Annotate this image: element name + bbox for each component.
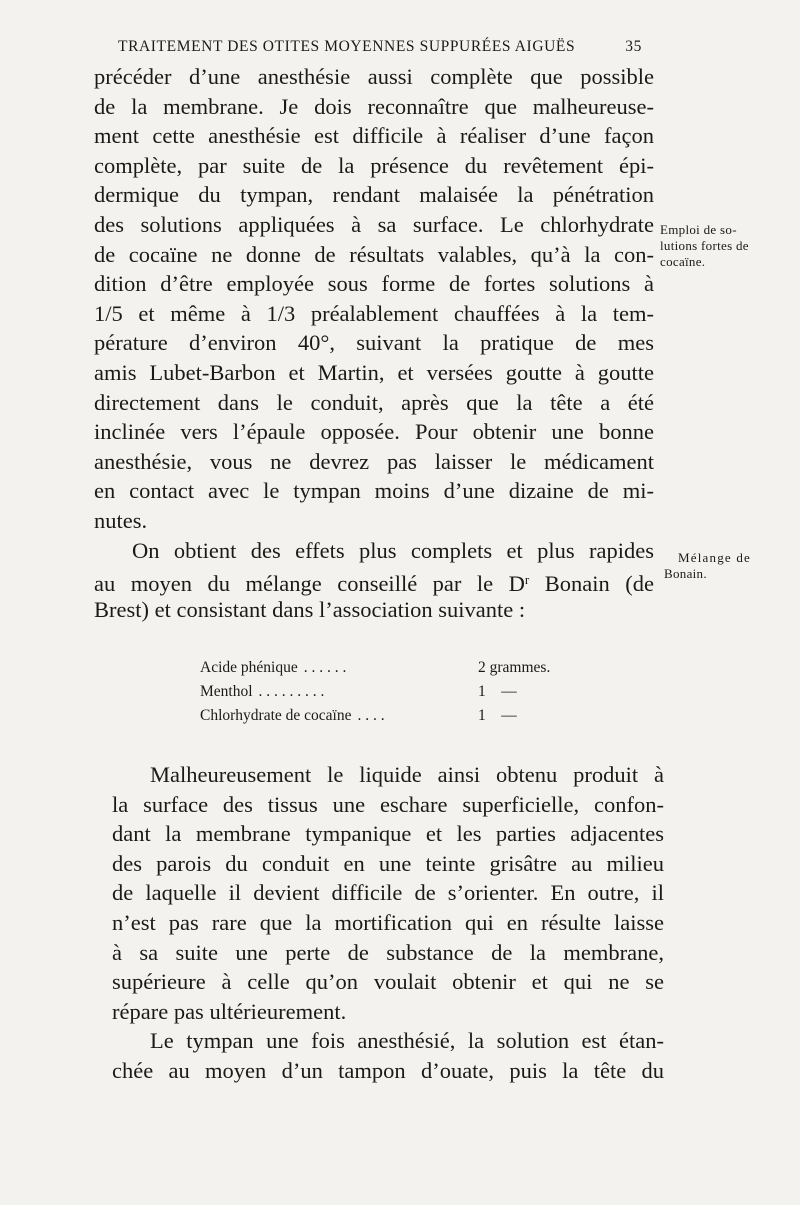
formula-row: [200, 680, 620, 704]
running-title: TRAITEMENT DES OTITES MOYENNES SUPPURÉES AIGUËS: [118, 38, 576, 55]
text-line: de la membrane. Je dois reconnaître que malheureuse-: [94, 93, 654, 119]
text-line: de cocaïne ne donne de résultats valables, qu’à la con-: [94, 241, 654, 267]
text-line: On obtient des effets plus complets et plus rapides: [132, 537, 654, 563]
ingredient-name: Chlorhydrate de cocaïne . . . .: [200, 707, 385, 724]
ingredient-name: Acide phénique . . . . . .: [200, 659, 347, 676]
text-line: n’est pas rare que la mortification qui en résulte laisse: [112, 909, 664, 935]
margin-note-line: cocaïne.: [660, 254, 706, 269]
text-line: supérieure à celle qu’on voulait obtenir et qui ne se: [112, 969, 664, 995]
running-head: [118, 38, 642, 56]
superscript: r: [524, 572, 530, 588]
text-line: Malheureusement le liquide ainsi obtenu produit à: [150, 762, 664, 787]
text-line: anesthésie, vous ne devrez pas laisser le médicament: [94, 448, 654, 474]
margin-note-line: lutions fortes de: [660, 238, 749, 253]
formula-row: [200, 704, 620, 728]
text-line: à sa suite une perte de substance de la membrane,: [112, 939, 664, 965]
text-line-with-superscript: [94, 565, 654, 595]
text-line: 1/5 et même à 1/3 préalablement chauffées à la tem-: [94, 300, 654, 326]
text-line: complète, par suite de la présence du revêtement épi-: [94, 152, 654, 178]
text-line: Brest) et consistant dans l’association suivante :: [94, 596, 526, 622]
leader-dots: . . . .: [357, 707, 385, 724]
formula-table: [200, 656, 620, 728]
text-line: Le tympan une fois anesthésié, la solution est étan-: [150, 1028, 664, 1054]
text-line: dition d’être employée sous forme de fortes solutions à: [94, 271, 654, 297]
text-line: précéder d’une anesthésie aussi complète que possible: [94, 64, 654, 89]
text-line: dant la membrane tympanique et les parties adjacentes: [112, 821, 664, 847]
text-line: chée au moyen d’un tampon d’ouate, puis la tête du: [112, 1057, 664, 1083]
text-line: de laquelle il devient difficile de s’orienter. En outre, il: [112, 880, 664, 906]
margin-note-line: Mélange de: [678, 550, 752, 565]
text-line: la surface des tissus une eschare superficielle, confon-: [112, 791, 664, 817]
margin-note-bonain-mixture: [664, 550, 794, 582]
leader-dots: . . . . . .: [303, 659, 347, 676]
ingredient-quantity: 2 grammes.: [478, 659, 551, 676]
text-line: en contact avec le tympan moins d’une dizaine de mi-: [94, 478, 654, 504]
text-line: des solutions appliquées à sa surface. Le chlorhydrate: [94, 211, 654, 237]
body-text-upper: [94, 62, 654, 624]
text-line: des parois du conduit en une teinte grisâtre au milieu: [112, 850, 664, 876]
margin-note-strong-solutions: [660, 222, 790, 270]
margin-note-line: Emploi de so-: [660, 222, 737, 237]
leader-dots: . . . . . . . . .: [258, 683, 325, 700]
text-line: pérature d’environ 40°, suivant la pratique de mes: [94, 330, 654, 356]
formula-row: [200, 656, 620, 680]
text-line: inclinée vers l’épaule opposée. Pour obtenir une bonne: [94, 419, 654, 445]
ingredient-name: Menthol . . . . . . . . .: [200, 683, 325, 700]
body-text-lower: [112, 760, 664, 1086]
text-fragment: Bonain (de: [529, 571, 655, 597]
ingredient-quantity: 1 —: [478, 707, 517, 724]
text-line: directement dans le conduit, après que la tête a été: [94, 389, 654, 415]
page-number: 35: [625, 38, 642, 55]
margin-note-line: Bonain.: [664, 566, 707, 581]
text-line: nutes.: [94, 507, 148, 533]
ingredient-quantity: 1 —: [478, 683, 517, 700]
text-line: amis Lubet-Barbon et Martin, et versées goutte à goutte: [94, 359, 654, 385]
text-line: dermique du tympan, rendant malaisée la pénétration: [94, 182, 654, 208]
text-fragment: au moyen du mélange conseillé par le D: [94, 571, 525, 597]
text-line: ment cette anesthésie est difficile à réaliser d’une façon: [94, 123, 654, 149]
text-line: répare pas ultérieurement.: [112, 998, 347, 1024]
